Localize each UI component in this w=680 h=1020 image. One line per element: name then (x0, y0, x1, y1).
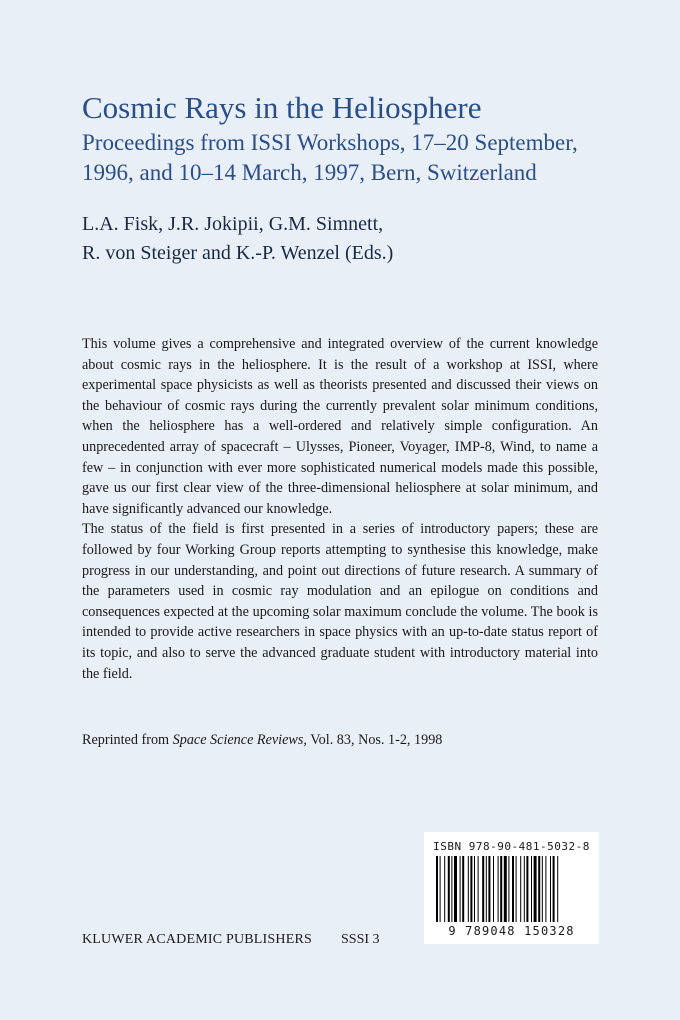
book-subtitle (82, 128, 642, 188)
subtitle-line-1: Proceedings from ISSI Workshops, 17–20 September, (82, 130, 578, 155)
barcode-icon (436, 856, 587, 922)
editors (82, 210, 642, 268)
reprint-note (82, 730, 442, 750)
reprint-suffix: Vol. 83, Nos. 1-2, 1998 (306, 732, 443, 748)
description-paragraph-1: This volume gives a comprehensive and integrated overview of the current knowledge about cosmic rays in the heliosphere. It is the result of a workshop at ISSI, where experimental space physicists as well as theorists presented and discussed their views on the behaviour of cosmic rays during the currently prevalent solar minimum conditions, when the heliosphere has a well-ordered and relatively simple configuration. An unprecedented array of spacecraft – Ulysses, Pioneer, Voyager, IMP-8, Wind, to name a few – in conjunction with ever more sophisticated numerical models made this possible, gave us our first clear view of the three-dimensional heliosphere at solar minimum, and have significantly advanced our knowledge. (82, 336, 598, 517)
description-paragraph-2: The status of the field is first presented in a series of introductory papers; these are followed by four Working Group reports attempting to synthesise this knowledge, make progress in our understanding, and point out directions of future research. A summary of the parameters used in cosmic ray modulation and an epilogue on conditions and consequences expected at the upcoming solar maximum conclude the volume. The book is intended to provide active researchers in space physics with an up-to-date status report of its topic, and also to serve the advanced graduate student with introductory material into the field. (82, 521, 598, 682)
editors-line-2: R. von Steiger and K.-P. Wenzel (Eds.) (82, 242, 394, 264)
editors-line-1: L.A. Fisk, J.R. Jokipii, G.M. Simnett, (82, 213, 384, 235)
series-label: SSSI 3 (341, 932, 380, 947)
publisher-name: KLUWER ACADEMIC PUBLISHERS (82, 932, 312, 947)
reprint-prefix: Reprinted from (82, 732, 173, 748)
barcode-box (424, 832, 599, 944)
subtitle-line-2: 1996, and 10–14 March, 1997, Bern, Switzerland (82, 160, 537, 185)
book-title: Cosmic Rays in the Heliosphere (82, 90, 482, 125)
book-description (82, 334, 598, 684)
ean-digits: 9 789048 150328 (448, 924, 575, 938)
journal-name: Space Science Reviews, (172, 732, 307, 748)
isbn-label: ISBN 978-90-481-5032-8 (433, 840, 590, 853)
